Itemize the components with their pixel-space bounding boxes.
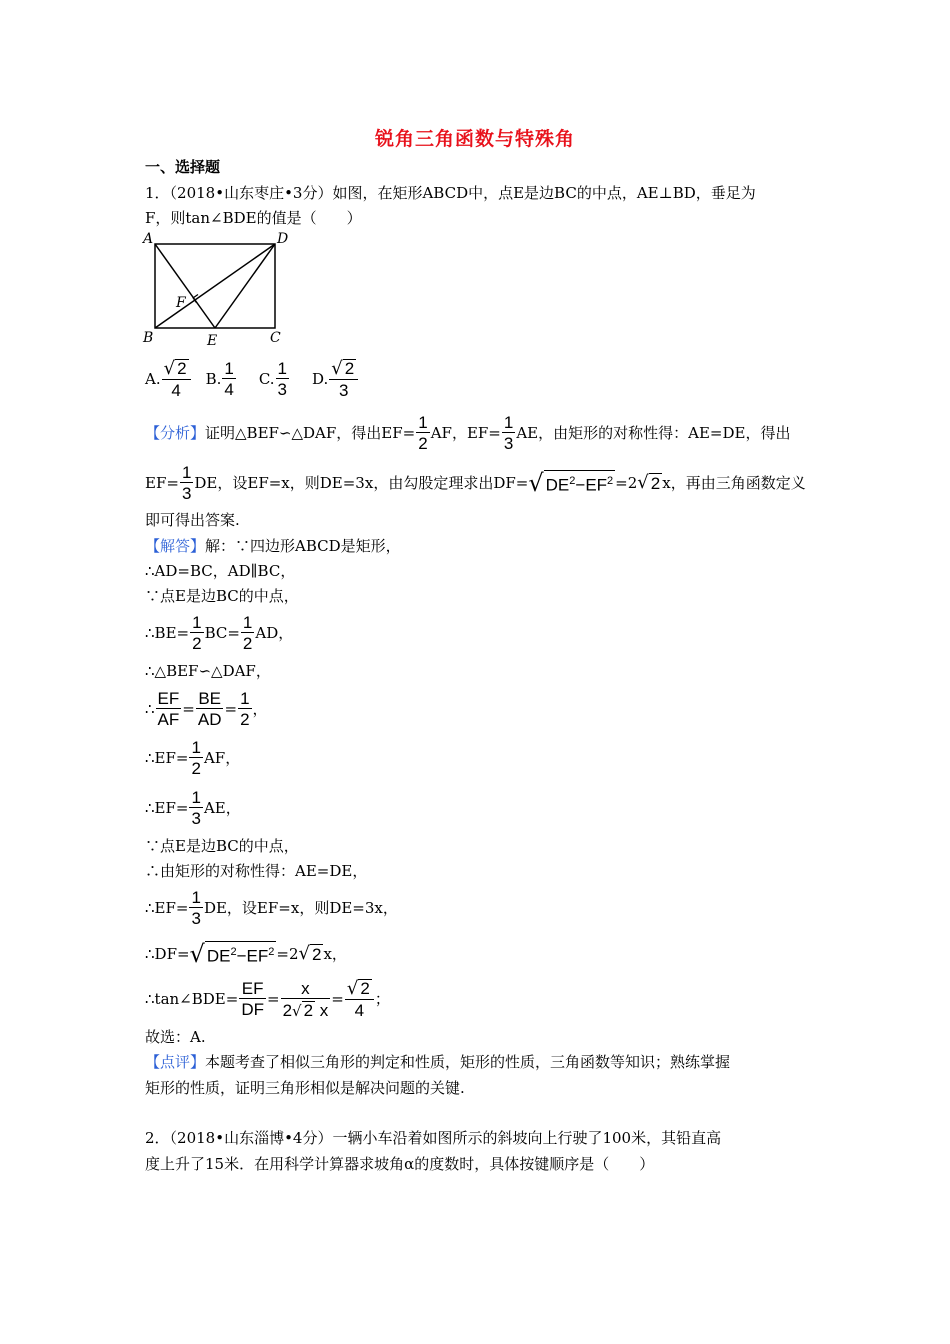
sqrt-expression: √ $DE^2-EF^2$ [528,469,614,497]
answer-line14: 故选：A. [145,1028,206,1046]
answer-line1: 【解答】解：∵四边形ABCD是矩形， [145,537,401,555]
q2-stem-line2: 度上升了15米．在用科学计算器求坡角α的度数时，具体按键顺序是（ ） [145,1155,655,1173]
answer-line5: ∴△BEF∽△DAF， [145,662,271,680]
option-a-fraction: $\frac{√ 2}{4}$ [162,359,191,399]
analysis-text: x，再由三角函数定义 [662,474,806,492]
answer-line4: ∴BE= $\frac{1}{2}$ BC= $\frac{1}{2}$ AD， [145,613,294,653]
q1-options [145,356,359,402]
section-heading: 一、选择题 [145,158,221,176]
analysis-text: DE，设EF=x，则DE=3x，由勾股定理求出DF= [194,474,529,492]
analysis-tag: 【分析】 [145,424,206,442]
answer-line2: ∴AD=BC，AD∥BC， [145,562,296,580]
q2-stem-line1: 2．（2018•山东淄博•4分）一辆小车沿着如图所示的斜坡向上行驶了100米，其铅直高 [145,1129,722,1147]
answer-line3: ∵点E是边BC的中点， [145,587,299,605]
option-c-label: C. [258,370,275,388]
answer-line11: ∴EF= $\frac{1}{3}$ DE，设EF=x，则DE=3x， [145,888,398,928]
answer-line9: ∵点E是边BC的中点， [145,837,299,855]
analysis-line3: 即可得出答案. [145,511,240,529]
q1-rectangle-figure [140,228,300,348]
option-a[interactable] [145,359,192,399]
label-F: F [176,295,186,311]
answer-line6: ∴ $\frac{EF}{AF}$ = $\frac{BE}{AD}$ = $\frac{1}{2}$ ， [145,689,268,729]
page-title: 锐角三角函数与特殊角 [374,128,575,150]
analysis-text: AF，EF= [430,424,501,442]
answer-line7: ∴EF= $\frac{1}{2}$ AF， [145,738,241,778]
analysis-text: 证明△BEF∽△DAF，得出EF= [205,424,416,442]
label-C: C [270,330,281,346]
label-A: A [143,231,154,247]
option-b[interactable] [206,360,237,398]
label-D: D [277,231,289,247]
fraction-half: $\frac{1}{2}$ [418,413,428,453]
review-tag: 【点评】 [145,1053,206,1071]
option-d-fraction: $\frac{√ 2}{3}$ [329,359,358,399]
analysis-line2: EF= $\frac{1}{3}$ DE，设EF=x，则DE=3x，由勾股定理求出DF= √ $DE^2-EF^2$ =2 √ 2 x，再由三角函数定义 [145,463,806,503]
option-c[interactable] [259,360,290,398]
review-line2: 矩形的性质，证明三角形相似是解决问题的关键. [145,1079,465,1097]
option-b-fraction: $\frac{1}{4}$ [224,359,234,399]
label-E: E [207,333,218,348]
answer-line12: ∴DF= √ $DE^2-EF^2$ =2 √ 2 x， [145,940,347,968]
analysis-text: =2 [615,474,638,492]
analysis-text: EF= [145,474,179,492]
option-d-label: D. [312,370,329,388]
option-d[interactable] [312,359,359,399]
answer-line10: ∴由矩形的对称性得：AE=DE， [145,862,368,880]
analysis-line1 [145,411,790,455]
answer-tag: 【解答】 [145,537,206,555]
label-B: B [143,330,154,346]
q1-stem-line1: 1．（2018•山东枣庄•3分）如图，在矩形ABCD中，点E是边BC的中点，AE⊥BD，垂足为 [145,184,756,202]
option-b-label: B. [205,370,222,388]
fraction-third: $\frac{1}{3}$ [503,413,514,453]
answer-line8: ∴EF= $\frac{1}{3}$ AE， [145,788,241,828]
review-line1: 【点评】本题考查了相似三角形的判定和性质，矩形的性质，三角函数等知识；熟练掌握 [145,1053,731,1071]
answer-line13: ∴tan∠BDE= $\frac{EF}{DF}$ = $\frac{x}{2√ 2 x}$ = $\frac{√ 2}{4}$ ； [145,978,390,1020]
q1-stem-line2: F，则tan∠BDE的值是（ ） [145,209,362,227]
fraction-third: $\frac{1}{3}$ [181,463,192,503]
option-a-label: A. [145,370,161,388]
analysis-text: AE，由矩形的对称性得：AE=DE，得出 [516,424,791,442]
option-c-fraction: $\frac{1}{3}$ [277,359,288,399]
